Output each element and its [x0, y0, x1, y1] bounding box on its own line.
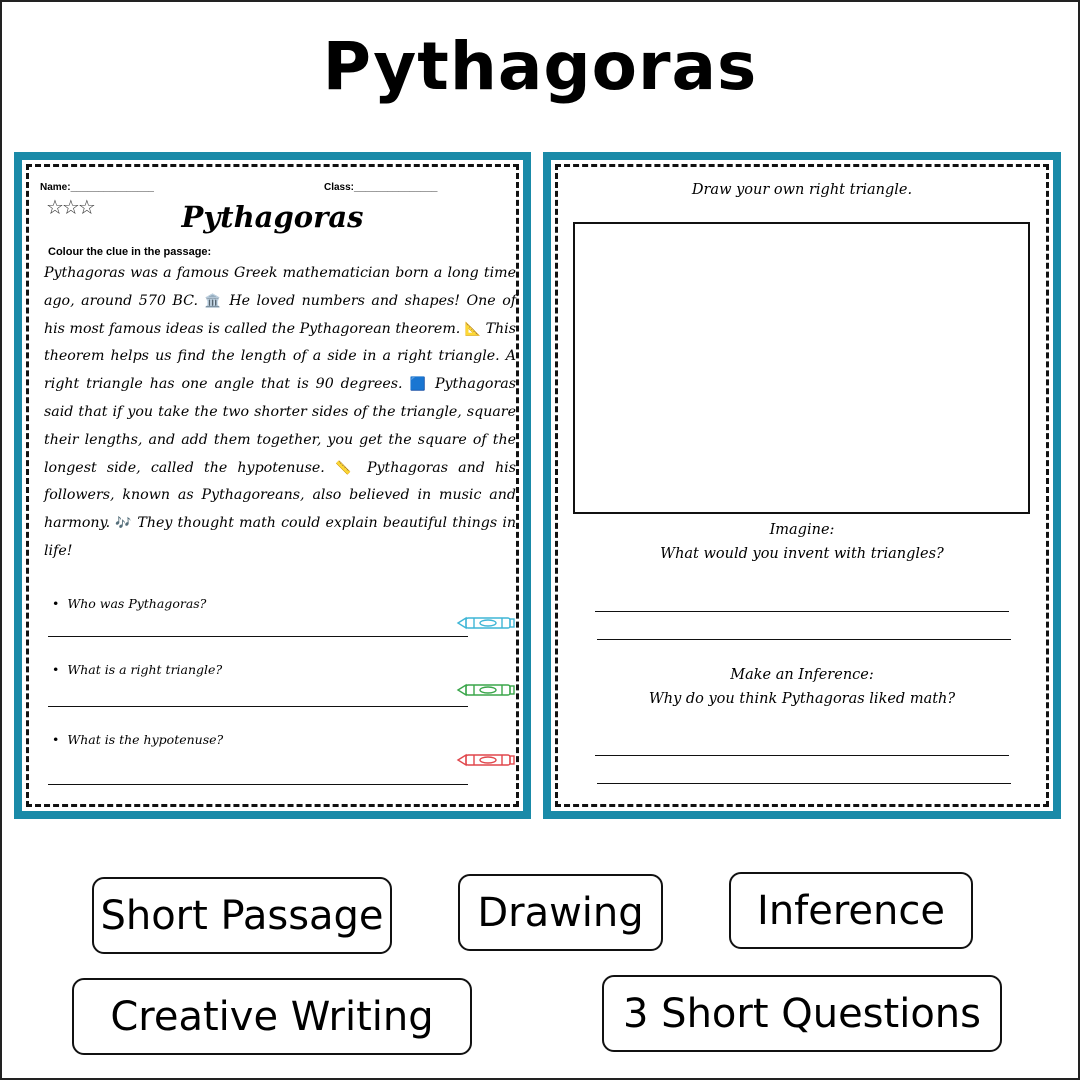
blue-square-icon: 🟦: [409, 377, 429, 393]
star-rating-icon: ☆☆☆: [46, 195, 94, 219]
class-field-label: Class:_______________: [324, 182, 438, 193]
inference-label: Make an Inference:: [730, 667, 874, 683]
writing-line[interactable]: [595, 611, 1009, 612]
worksheet-page: [551, 160, 1053, 811]
crayon-icon: [456, 682, 516, 698]
inference-question: Why do you think Pythagoras liked math?: [648, 691, 956, 707]
writing-line[interactable]: [597, 783, 1011, 784]
tag-short-passage[interactable]: Short Passage: [92, 877, 392, 954]
imagine-question: What would you invent with triangles?: [660, 546, 944, 562]
building-icon: 🏛️: [204, 293, 223, 309]
music-notes-icon: 🎶: [115, 516, 133, 532]
page-title: Pythagoras: [322, 28, 758, 105]
question-item: • Who was Pythagoras?: [52, 596, 207, 611]
reading-passage: Pythagoras was a famous Greek mathematician born a long time ago, around 570 BC. 🏛️ He loved numbers and shapes! One of his most famous ideas is called the Pythagorean theorem. 📐 This theorem helps us find the length of a side in a right triangle. A right triangle has one angle that is 90 degrees. 🟦 Pythagoras said that if you take the two shorter sides of the triangle, square their lengths, and add them together, you get the square of the longest side, called the hypotenuse. 📏 Pythagoras and his followers, known as Pythagoreans, also believed in music and harmony. 🎶 They thought math could explain beautiful things in life!: [44, 265, 517, 559]
instruction-text: Colour the clue in the passage:: [48, 246, 212, 258]
answer-line[interactable]: [48, 636, 468, 637]
writing-line[interactable]: [597, 639, 1011, 640]
crayon-icon: [456, 615, 516, 631]
answer-line[interactable]: [48, 706, 468, 707]
worksheet-page: [22, 160, 523, 811]
worksheet-preview-passage[interactable]: [14, 152, 531, 819]
tag-creative-writing[interactable]: Creative Writing: [72, 978, 472, 1055]
imagine-label: Imagine:: [769, 522, 835, 538]
writing-line[interactable]: [595, 755, 1009, 756]
drawing-box[interactable]: [573, 222, 1030, 514]
tag-drawing[interactable]: Drawing: [458, 874, 663, 951]
question-item: • What is a right triangle?: [52, 662, 223, 677]
worksheet-preview-drawing[interactable]: [543, 152, 1061, 819]
triangle-ruler-icon: 📐: [464, 321, 482, 337]
tag-3-short-questions[interactable]: 3 Short Questions: [602, 975, 1002, 1052]
tag-inference[interactable]: Inference: [729, 872, 973, 949]
ruler-icon: 📏: [334, 460, 357, 476]
draw-prompt: Draw your own right triangle.: [691, 182, 913, 198]
answer-line[interactable]: [48, 784, 468, 785]
crayon-icon: [456, 752, 516, 768]
worksheet-title: Pythagoras: [181, 200, 364, 234]
name-field-label: Name:_______________: [40, 182, 154, 193]
question-item: • What is the hypotenuse?: [52, 732, 224, 747]
